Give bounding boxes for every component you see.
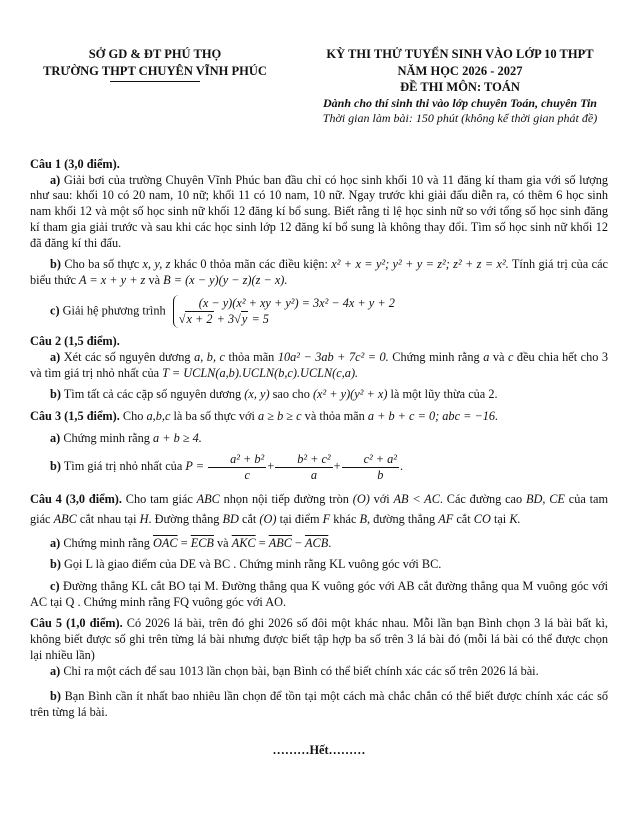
denominator: b bbox=[377, 468, 384, 483]
text: của tam giác bbox=[30, 491, 609, 527]
text: , đường thẳng bbox=[367, 512, 436, 527]
header-right bbox=[300, 46, 620, 127]
text: = bbox=[180, 535, 188, 550]
plus-sign: + bbox=[333, 459, 341, 474]
item-label: a) bbox=[50, 430, 61, 445]
question-4-intro bbox=[30, 489, 608, 530]
text: . Các đường cao bbox=[439, 491, 523, 506]
fraction-3 bbox=[342, 452, 399, 483]
question-3-intro bbox=[30, 409, 608, 425]
math: F bbox=[322, 512, 331, 527]
math: x² + x = y²; y² + y = z²; z² + z = x². bbox=[331, 257, 509, 272]
item-label: a) bbox=[50, 535, 61, 550]
question-1b bbox=[30, 257, 608, 288]
text: là một lũy thừa của 2. bbox=[390, 387, 498, 402]
header-divider bbox=[110, 81, 200, 82]
sqrt-sign: √ bbox=[234, 312, 241, 327]
text: Xét các số nguyên dương bbox=[63, 349, 191, 364]
text: và thỏa mãn bbox=[304, 409, 365, 423]
text: sao cho bbox=[272, 387, 310, 402]
plus-sign: + bbox=[267, 459, 275, 474]
text: Giải hệ phương trình bbox=[62, 303, 166, 318]
math: ABC bbox=[53, 512, 77, 527]
question-5-intro bbox=[30, 616, 608, 663]
math: (x² + y)(y² + x) bbox=[312, 387, 388, 402]
question-5a-text: Chỉ ra một cách để sau 1013 lần chọn bài, bạn Bình có thể biết chính xác các số trên 2026 lá bài. bbox=[63, 663, 539, 678]
text: Cho bbox=[122, 409, 144, 423]
end-marker: ………Hết……… bbox=[272, 742, 366, 757]
text: Tìm giá trị nhỏ nhất của bbox=[63, 459, 183, 474]
text: Cho tam giác bbox=[125, 491, 193, 506]
question-2-title: Câu 2 (1,5 điểm). bbox=[30, 334, 120, 349]
math: B bbox=[359, 512, 367, 527]
question-4b bbox=[30, 557, 608, 573]
item-label: a) bbox=[50, 172, 61, 187]
item-label: b) bbox=[50, 257, 61, 272]
math: CO bbox=[473, 512, 491, 527]
numerator: a² + b² bbox=[208, 452, 266, 468]
angle: $\overline{AKC}$ bbox=[231, 535, 256, 550]
text: . Đường thẳng bbox=[148, 512, 220, 527]
numerator: b² + c² bbox=[275, 452, 332, 468]
question-1-title: Câu 1 (3,0 điểm). bbox=[30, 157, 120, 171]
question-3b bbox=[30, 452, 608, 483]
question-5a bbox=[30, 664, 608, 680]
math: A = x + y + z bbox=[79, 273, 146, 288]
text: cắt nhau tại bbox=[79, 512, 137, 527]
text: Chứng minh rằng bbox=[63, 535, 150, 550]
question-4-title: Câu 4 (3,0 điểm). bbox=[30, 491, 122, 506]
question-5b bbox=[30, 689, 608, 720]
text: Tính giá trị của các biểu thức bbox=[30, 257, 608, 288]
fraction-1 bbox=[208, 452, 266, 483]
math: (O) bbox=[259, 512, 277, 527]
subject-title: ĐỀ THI MÔN: TOÁN bbox=[400, 80, 520, 94]
text: với bbox=[373, 491, 390, 506]
exam-audience: Dành cho thí sinh thi vào lớp chuyên Toán, chuyên Tin bbox=[323, 95, 597, 110]
question-3-title: Câu 3 (1,5 điểm). bbox=[30, 409, 120, 423]
math: x, y, z bbox=[142, 257, 171, 272]
math: ABC bbox=[196, 491, 220, 506]
text: và bbox=[217, 535, 229, 550]
equation-2 bbox=[179, 311, 269, 326]
text: thỏa mãn bbox=[228, 349, 275, 364]
text: cắt bbox=[241, 512, 257, 527]
question-3a bbox=[30, 431, 608, 447]
question-4a: a) Chứng minh rằng $\overline{OAC} = \overline{ECB}$ và $\overline{AKC} = \overline{ABC} - \overline{ACB}$. bbox=[50, 535, 332, 550]
text: khác 0 thỏa mãn các điều kiện: bbox=[173, 257, 328, 272]
math: BD, CE bbox=[525, 491, 565, 506]
question-5-text: Có 2026 lá bài, trên đó ghi 2026 số đôi một khác nhau. Mỗi lần bạn Bình chọn 3 lá bài bất kì, không biết được số ghi trên từng lá bài nhưng được biết tập hợp ba số trên 3 lá bài đó (mỗi lá bài có thể được chọn lại nhiều lần) bbox=[30, 616, 609, 662]
text: − bbox=[295, 535, 302, 550]
question-4c-text: Đường thẳng KL cắt BO tại M. Đường thẳng qua K vuông góc với AB cắt đường thẳng qua M vuông góc với AC tại Q . Chứng minh rằng FQ vuông góc với AO. bbox=[30, 579, 609, 609]
angle: $\overline{OAC}$ bbox=[153, 535, 178, 550]
math: T = UCLN(a,b).UCLN(b,c).UCLN(c,a). bbox=[162, 365, 359, 380]
angle: $\overline{ABC}$ bbox=[268, 535, 292, 550]
text: là ba số thực với bbox=[173, 409, 255, 423]
text: Tìm tất cả các cặp số nguyên dương bbox=[63, 387, 242, 402]
item-label: a) bbox=[50, 663, 61, 678]
item-label: b) bbox=[50, 557, 61, 572]
question-4c bbox=[30, 579, 608, 610]
math: P = bbox=[185, 459, 205, 474]
math: AF bbox=[438, 512, 454, 527]
text: . bbox=[400, 459, 404, 474]
exam-title: KỲ THI THỬ TUYỂN SINH VÀO LỚP 10 THPT bbox=[326, 47, 594, 61]
text: đều chia hết cho 3 và tìm giá trị nhỏ nhất của bbox=[30, 349, 609, 380]
numerator: c² + a² bbox=[342, 452, 399, 468]
text: nhọn nội tiếp đường tròn bbox=[223, 491, 349, 506]
radicand: y bbox=[241, 312, 248, 327]
math: 10a² − 3ab + 7c² = 0. bbox=[277, 349, 389, 364]
header-left bbox=[20, 46, 290, 82]
text: tại điểm bbox=[279, 512, 320, 527]
denominator: a bbox=[310, 468, 317, 483]
math: B = (x − y)(y − z)(z − x). bbox=[163, 273, 288, 288]
angle: $\overline{ACB}$ bbox=[305, 535, 329, 550]
equation-system bbox=[173, 295, 395, 328]
exam-duration: Thời gian làm bài: 150 phút (không kể thời gian phát đề) bbox=[322, 111, 598, 126]
item-label: c) bbox=[50, 579, 60, 593]
question-1a bbox=[30, 173, 608, 252]
item-label: c) bbox=[50, 303, 60, 318]
math: a bbox=[483, 349, 490, 364]
math: a,b,c bbox=[146, 409, 171, 423]
math: a ≥ b ≥ c bbox=[258, 409, 302, 423]
school-year: NĂM HỌC 2026 - 2027 bbox=[397, 63, 523, 78]
math: (O) bbox=[352, 491, 370, 506]
item-label: a) bbox=[50, 349, 61, 364]
school-name: TRƯỜNG THPT CHUYÊN VĨNH PHÚC bbox=[43, 63, 267, 78]
text: Chứng minh rằng bbox=[392, 349, 480, 364]
text: = 5 bbox=[251, 312, 269, 327]
math: AB < AC bbox=[393, 491, 440, 506]
angle: $\overline{ECB}$ bbox=[190, 535, 214, 550]
question-5-title: Câu 5 (1,0 điểm). bbox=[30, 616, 123, 631]
math: H bbox=[139, 512, 149, 527]
fraction-2 bbox=[275, 452, 332, 483]
math: a, b, c bbox=[194, 349, 225, 364]
sqrt-sign: √ bbox=[178, 312, 186, 327]
exam-content bbox=[30, 153, 608, 759]
math: K. bbox=[509, 512, 521, 527]
text: tại bbox=[493, 512, 507, 527]
item-label: b) bbox=[50, 387, 61, 402]
math: a + b ≥ 4. bbox=[153, 430, 202, 445]
text: và bbox=[148, 273, 161, 288]
question-1a-text: Giải bơi của trường Chuyên Vĩnh Phúc ban đầu chỉ có học sinh khối 10 và 11 đăng kí tham gia với số lượng như sau: khối 10 có 20 nam, 10 nữ; khối 11 có 10 nam, 10 nữ. Ngay trước khi giải đấu diễn ra, có thêm 6 học sinh nam khối 12 và một số học sinh nữ khối 12 đăng kí bổ sung. Biết rằng tỉ lệ học sinh nữ so với tổng số học sinh đăng kí tham gia giải trước và sau khi các học sinh lớp 12 đăng kí bổ sung là không thay đổi. Tìm số học sinh nữ khối 12 đã đăng kí thi đấu. bbox=[30, 172, 609, 250]
question-4b-text: Gọi L là giao điểm của DE và BC . Chứng minh rằng KL vuông góc với BC. bbox=[64, 557, 442, 572]
text: Cho ba số thực bbox=[64, 257, 140, 272]
text: + 3 bbox=[216, 312, 235, 327]
question-2a bbox=[30, 350, 608, 381]
math: (x, y) bbox=[244, 387, 270, 402]
text: cắt bbox=[456, 512, 471, 527]
department-name: SỞ GD & ĐT PHÚ THỌ bbox=[88, 47, 222, 61]
math: c bbox=[507, 349, 514, 364]
text: Chứng minh rằng bbox=[63, 430, 150, 445]
text: và bbox=[492, 349, 505, 364]
text: = bbox=[258, 535, 266, 550]
math: BD bbox=[222, 512, 239, 527]
question-5b-text: Bạn Bình cần ít nhất bao nhiêu lần chọn để tồn tại một cách mà chắc chắn có thể biết được chính xác các số trên từng lá bài. bbox=[30, 689, 608, 720]
denominator: c bbox=[244, 468, 250, 483]
question-2b bbox=[30, 387, 608, 403]
item-label: b) bbox=[50, 459, 61, 474]
text: khác bbox=[333, 512, 357, 527]
radicand: x + 2 bbox=[186, 312, 213, 327]
math: a + b + c = 0; abc = −16. bbox=[367, 409, 499, 423]
equation-1: (x − y)(x² + xy + y²) = 3x² − 4x + y + 2 bbox=[198, 295, 395, 310]
item-label: b) bbox=[50, 689, 61, 704]
question-1c bbox=[30, 295, 608, 328]
